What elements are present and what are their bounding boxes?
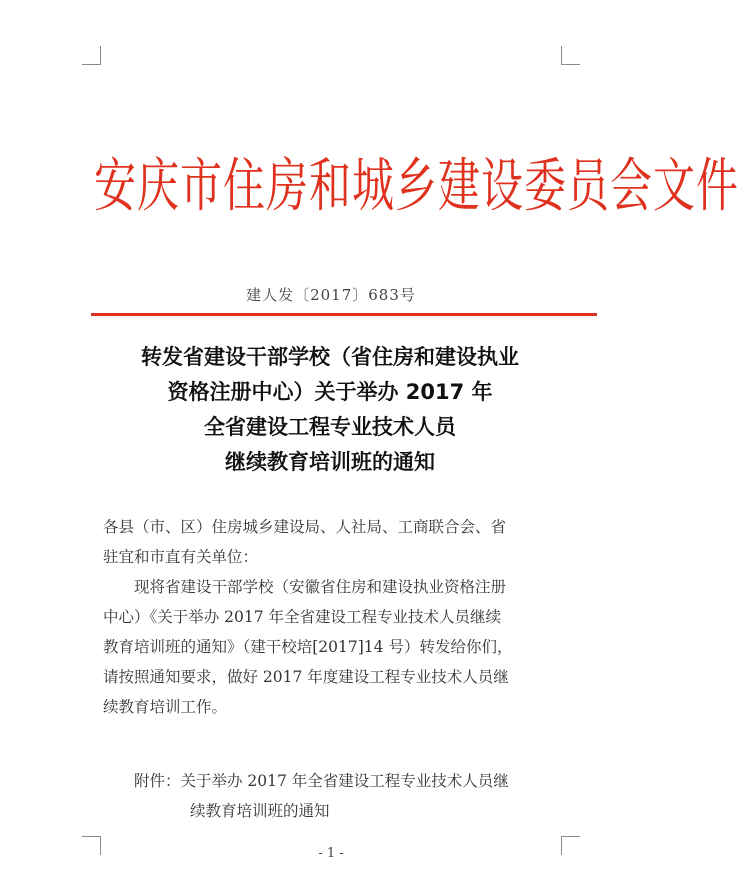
title-line: 转发省建设干部学校（省住房和建设执业 [141, 345, 519, 369]
paragraph-line: 中心）《关于举办 2017 年全省建设工程专业技术人员继续 [103, 608, 502, 626]
document-number: 建人发〔2017〕683号 [246, 286, 416, 304]
title-line: 资格注册中心）关于举办 2017 年 [167, 380, 493, 404]
masthead-title: 安庆市住房和城乡建设委员会文件 [94, 151, 739, 220]
crop-mark-top-right [561, 46, 580, 65]
red-divider-line [91, 313, 597, 316]
title-line: 全省建设工程专业技术人员 [204, 415, 456, 439]
recipients-line: 驻宜和市直有关单位： [103, 548, 259, 566]
paragraph-line: 续教育培训工作。 [103, 698, 228, 716]
paragraph-line: 请按照通知要求，做好 2017 年度建设工程专业技术人员继 [103, 668, 509, 686]
paragraph-line: 教育培训班的通知》（建干校培[2017]14 号）转发给你们， [103, 638, 513, 656]
title-line: 继续教育培训班的通知 [225, 450, 435, 474]
notice-body [103, 512, 565, 722]
attachment-line: 附件：关于举办 2017 年全省建设工程专业技术人员继 [134, 772, 509, 790]
recipients-line: 各县（市、区）住房城乡建设局、人社局、工商联合会、省 [103, 518, 507, 536]
attachment-line: 续教育培训班的通知 [190, 802, 330, 820]
page-number: - 1 - [318, 846, 344, 861]
notice-title [70, 340, 590, 480]
paragraph-line: 现将省建设干部学校（安徽省住房和建设执业资格注册 [134, 578, 507, 596]
crop-mark-top-left [82, 46, 101, 65]
attachment-note [134, 766, 509, 826]
